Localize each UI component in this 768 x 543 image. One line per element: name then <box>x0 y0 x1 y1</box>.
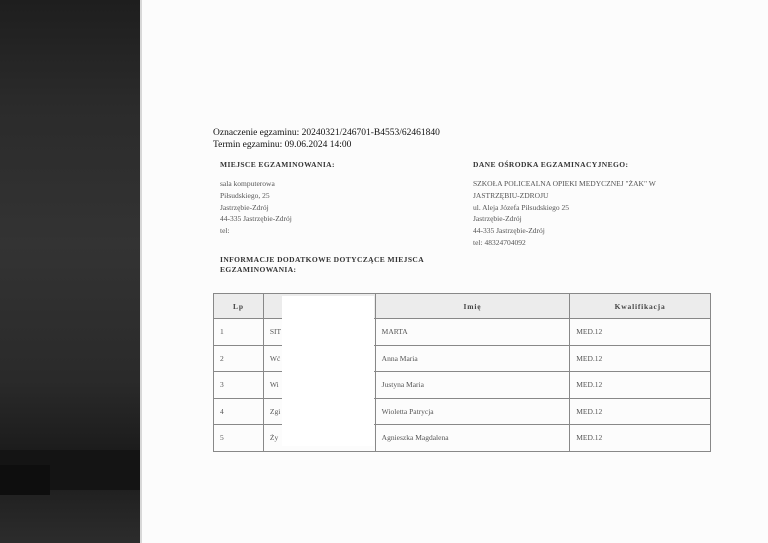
info-heading <box>220 255 424 275</box>
cell-lp: 1 <box>214 319 264 346</box>
center-line: ul. Aleja Józefa Piłsudskiego 25 <box>473 202 570 212</box>
center-line: SZKOŁA POLICEALNA OPIEKI MEDYCZNEJ "ŻAK" W <box>473 179 656 188</box>
scan-dark-margin <box>0 0 140 543</box>
cell-qualification: MED.12 <box>570 319 711 346</box>
center-line: 44-335 Jastrzębie-Zdrój <box>473 226 545 236</box>
center-address <box>473 178 656 249</box>
page-edge <box>140 0 142 543</box>
exam-designation: Oznaczenie egzaminu: 20240321/246701-B4553/62461840 <box>213 128 440 138</box>
place-heading: MIEJSCE EGZAMINOWANIA: <box>220 160 335 169</box>
cell-surname: Zgi <box>263 398 375 425</box>
scan-dark-band-2 <box>0 465 50 495</box>
cell-name: MARTA <box>375 319 570 346</box>
cell-qualification: MED.12 <box>570 372 711 399</box>
header-name: Imię <box>375 294 570 319</box>
place-line: sala komputerowa <box>220 179 275 188</box>
center-heading: DANE OŚRODKA EGZAMINACYJNEGO: <box>473 160 629 169</box>
center-line: Jastrzębie-Zdrój <box>473 214 522 224</box>
cell-surname: Wi <box>263 372 375 399</box>
cell-lp: 4 <box>214 398 264 425</box>
redaction-block <box>282 296 374 446</box>
place-address <box>220 178 292 237</box>
cell-surname: SIT <box>263 319 375 346</box>
info-heading-line-1: INFORMACJE DODATKOWE DOTYCZĄCE MIEJSCA <box>220 255 425 264</box>
cell-lp: 5 <box>214 425 264 452</box>
header-qualification: Kwalifikacja <box>570 294 711 319</box>
cell-name: Anna Maria <box>375 345 570 372</box>
cell-lp: 3 <box>214 372 264 399</box>
cell-name: Justyna Maria <box>375 372 570 399</box>
cell-qualification: MED.12 <box>570 398 711 425</box>
info-heading-line-2: EGZAMINOWANIA: <box>220 265 297 274</box>
cell-name: Wioletta Patrycja <box>375 398 570 425</box>
place-line: Piłsudskiego, 25 <box>220 190 270 200</box>
exam-date: Termin egzaminu: 09.06.2024 14:00 <box>213 140 352 150</box>
place-line: 44-335 Jastrzębie-Zdrój <box>220 214 292 224</box>
header-lp: Lp <box>214 294 264 319</box>
cell-surname: Ży <box>263 425 375 452</box>
cell-name: Agnieszka Magdalena <box>375 425 570 452</box>
cell-qualification: MED.12 <box>570 345 711 372</box>
place-line: tel: <box>220 226 230 236</box>
cell-lp: 2 <box>214 345 264 372</box>
center-line: JASTRZĘBIU-ZDROJU <box>473 190 549 200</box>
cell-qualification: MED.12 <box>570 425 711 452</box>
place-line: Jastrzębie-Zdrój <box>220 202 269 212</box>
cell-surname: Wć <box>263 345 375 372</box>
center-line: tel: 48324704092 <box>473 237 526 247</box>
